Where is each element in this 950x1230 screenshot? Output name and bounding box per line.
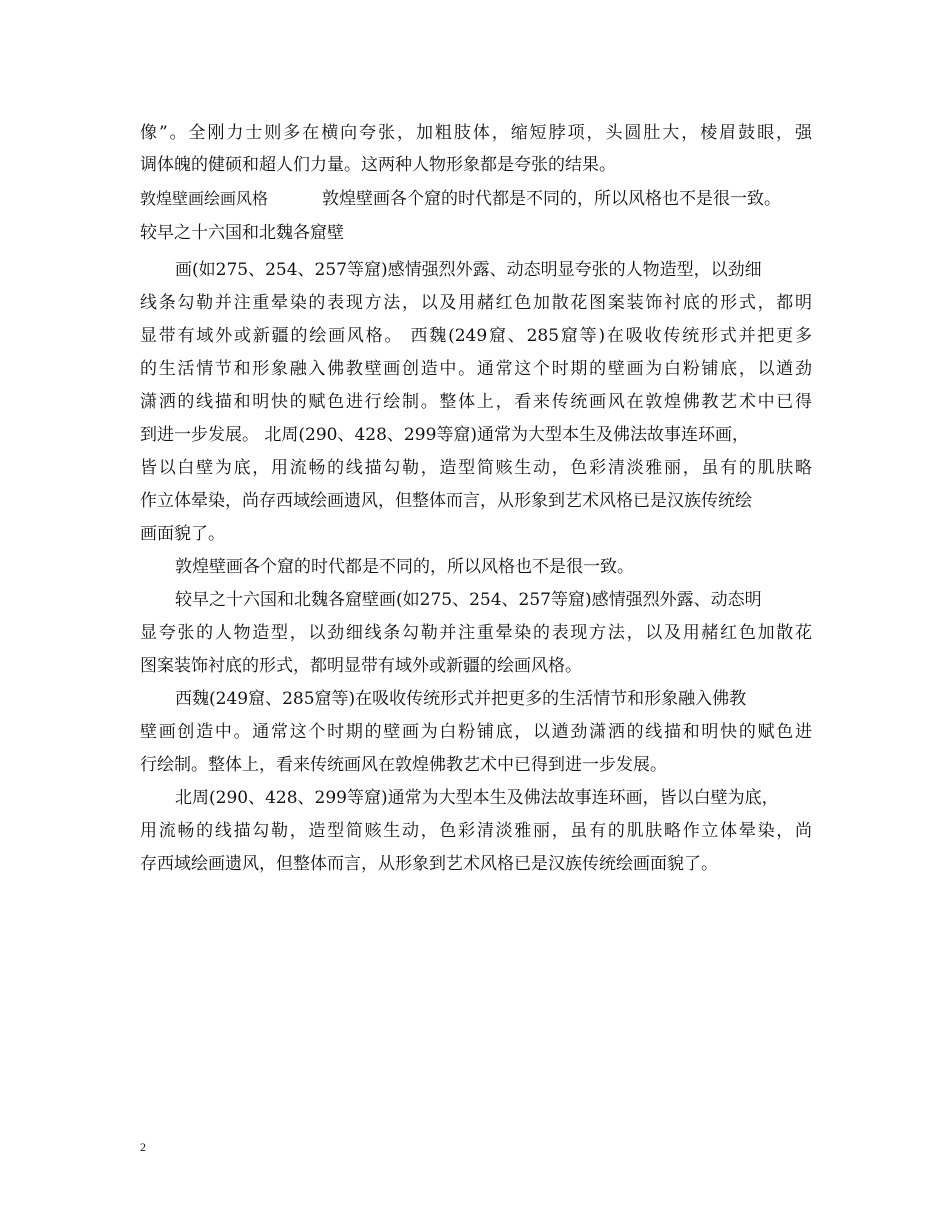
text-line: 壁画创造中。通常这个时期的壁画为白粉铺底，以遒劲潇洒的线描和明快的赋色进 — [140, 722, 812, 742]
text-line: 敦煌壁画各个窟的时代都是不同的，所以风格也不是很一致。 — [322, 189, 781, 209]
page-number: 2 — [140, 1140, 146, 1154]
text-line: 用流畅的线描勾勒，造型简赅生动，色彩清淡雅丽，虽有的肌肤略作立体晕染，尚 — [140, 821, 812, 841]
text-line: 画面貌了。 — [140, 524, 225, 544]
text-line: 行绘制。整体上，看来传统画风在敦煌佛教艺术中已得到进一步发展。 — [140, 755, 667, 775]
text-line: 显带有域外或新疆的绘画风格。 西魏(249窟、285窟等)在吸收传统形式并把更多 — [140, 326, 812, 346]
text-line: 的生活情节和形象融入佛教壁画创造中。通常这个时期的壁画为白粉铺底，以遒劲 — [140, 359, 812, 379]
text-line: 图案装饰衬底的形式，都明显带有域外或新疆的绘画风格。 — [140, 656, 582, 676]
text-line: 像”。全刚力士则多在横向夸张，加粗肢体，缩短脖项，头圆肚大，棱眉鼓眼，强 — [140, 123, 812, 143]
text-line: 画(如275、254、257等窟)感情强烈外露、动态明显夸张的人物造型，以劲细 — [175, 260, 762, 280]
text-line: 到进一步发展。 北周(290、428、299等窟)通常为大型本生及佛法故事连环画， — [140, 425, 750, 445]
text-line: 敦煌壁画各个窟的时代都是不同的，所以风格也不是很一致。 — [175, 557, 634, 577]
text-line: 调体魄的健硕和超人们力量。这两种人物形象都是夸张的结果。 — [140, 155, 616, 175]
text-line: 较早之十六国和北魏各窟壁画(如275、254、257等窟)感情强烈外露、动态明 — [175, 590, 762, 610]
section-title: 敦煌壁画绘画风格 — [140, 189, 269, 208]
text-line: 北周(290、428、299等窟)通常为大型本生及佛法故事连环画，皆以白壁为底， — [175, 788, 779, 808]
text-line: 线条勾勒并注重晕染的表现方法，以及用赭红色加散花图案装饰衬底的形式，都明 — [140, 293, 812, 313]
text-line: 潇洒的线描和明快的赋色进行绘制。整体上，看来传统画风在敦煌佛教艺术中已得 — [140, 392, 812, 412]
text-line: 显夸张的人物造型，以劲细线条勾勒并注重晕染的表现方法，以及用赭红色加散花 — [140, 623, 812, 643]
text-line: 存西域绘画遗风，但整体而言，从形象到艺术风格已是汉族传统绘画面貌了。 — [140, 854, 718, 874]
text-line: 较早之十六国和北魏各窟壁 — [140, 223, 344, 243]
text-line: 作立体晕染，尚存西域绘画遗风，但整体而言，从形象到艺术风格已是汉族传统绘 — [140, 491, 752, 511]
text-line: 西魏(249窟、285窟等)在吸收传统形式并把更多的生活情节和形象融入佛教 — [175, 689, 747, 709]
text-line: 皆以白壁为底，用流畅的线描勾勒，造型简赅生动，色彩清淡雅丽，虽有的肌肤略 — [140, 458, 812, 478]
